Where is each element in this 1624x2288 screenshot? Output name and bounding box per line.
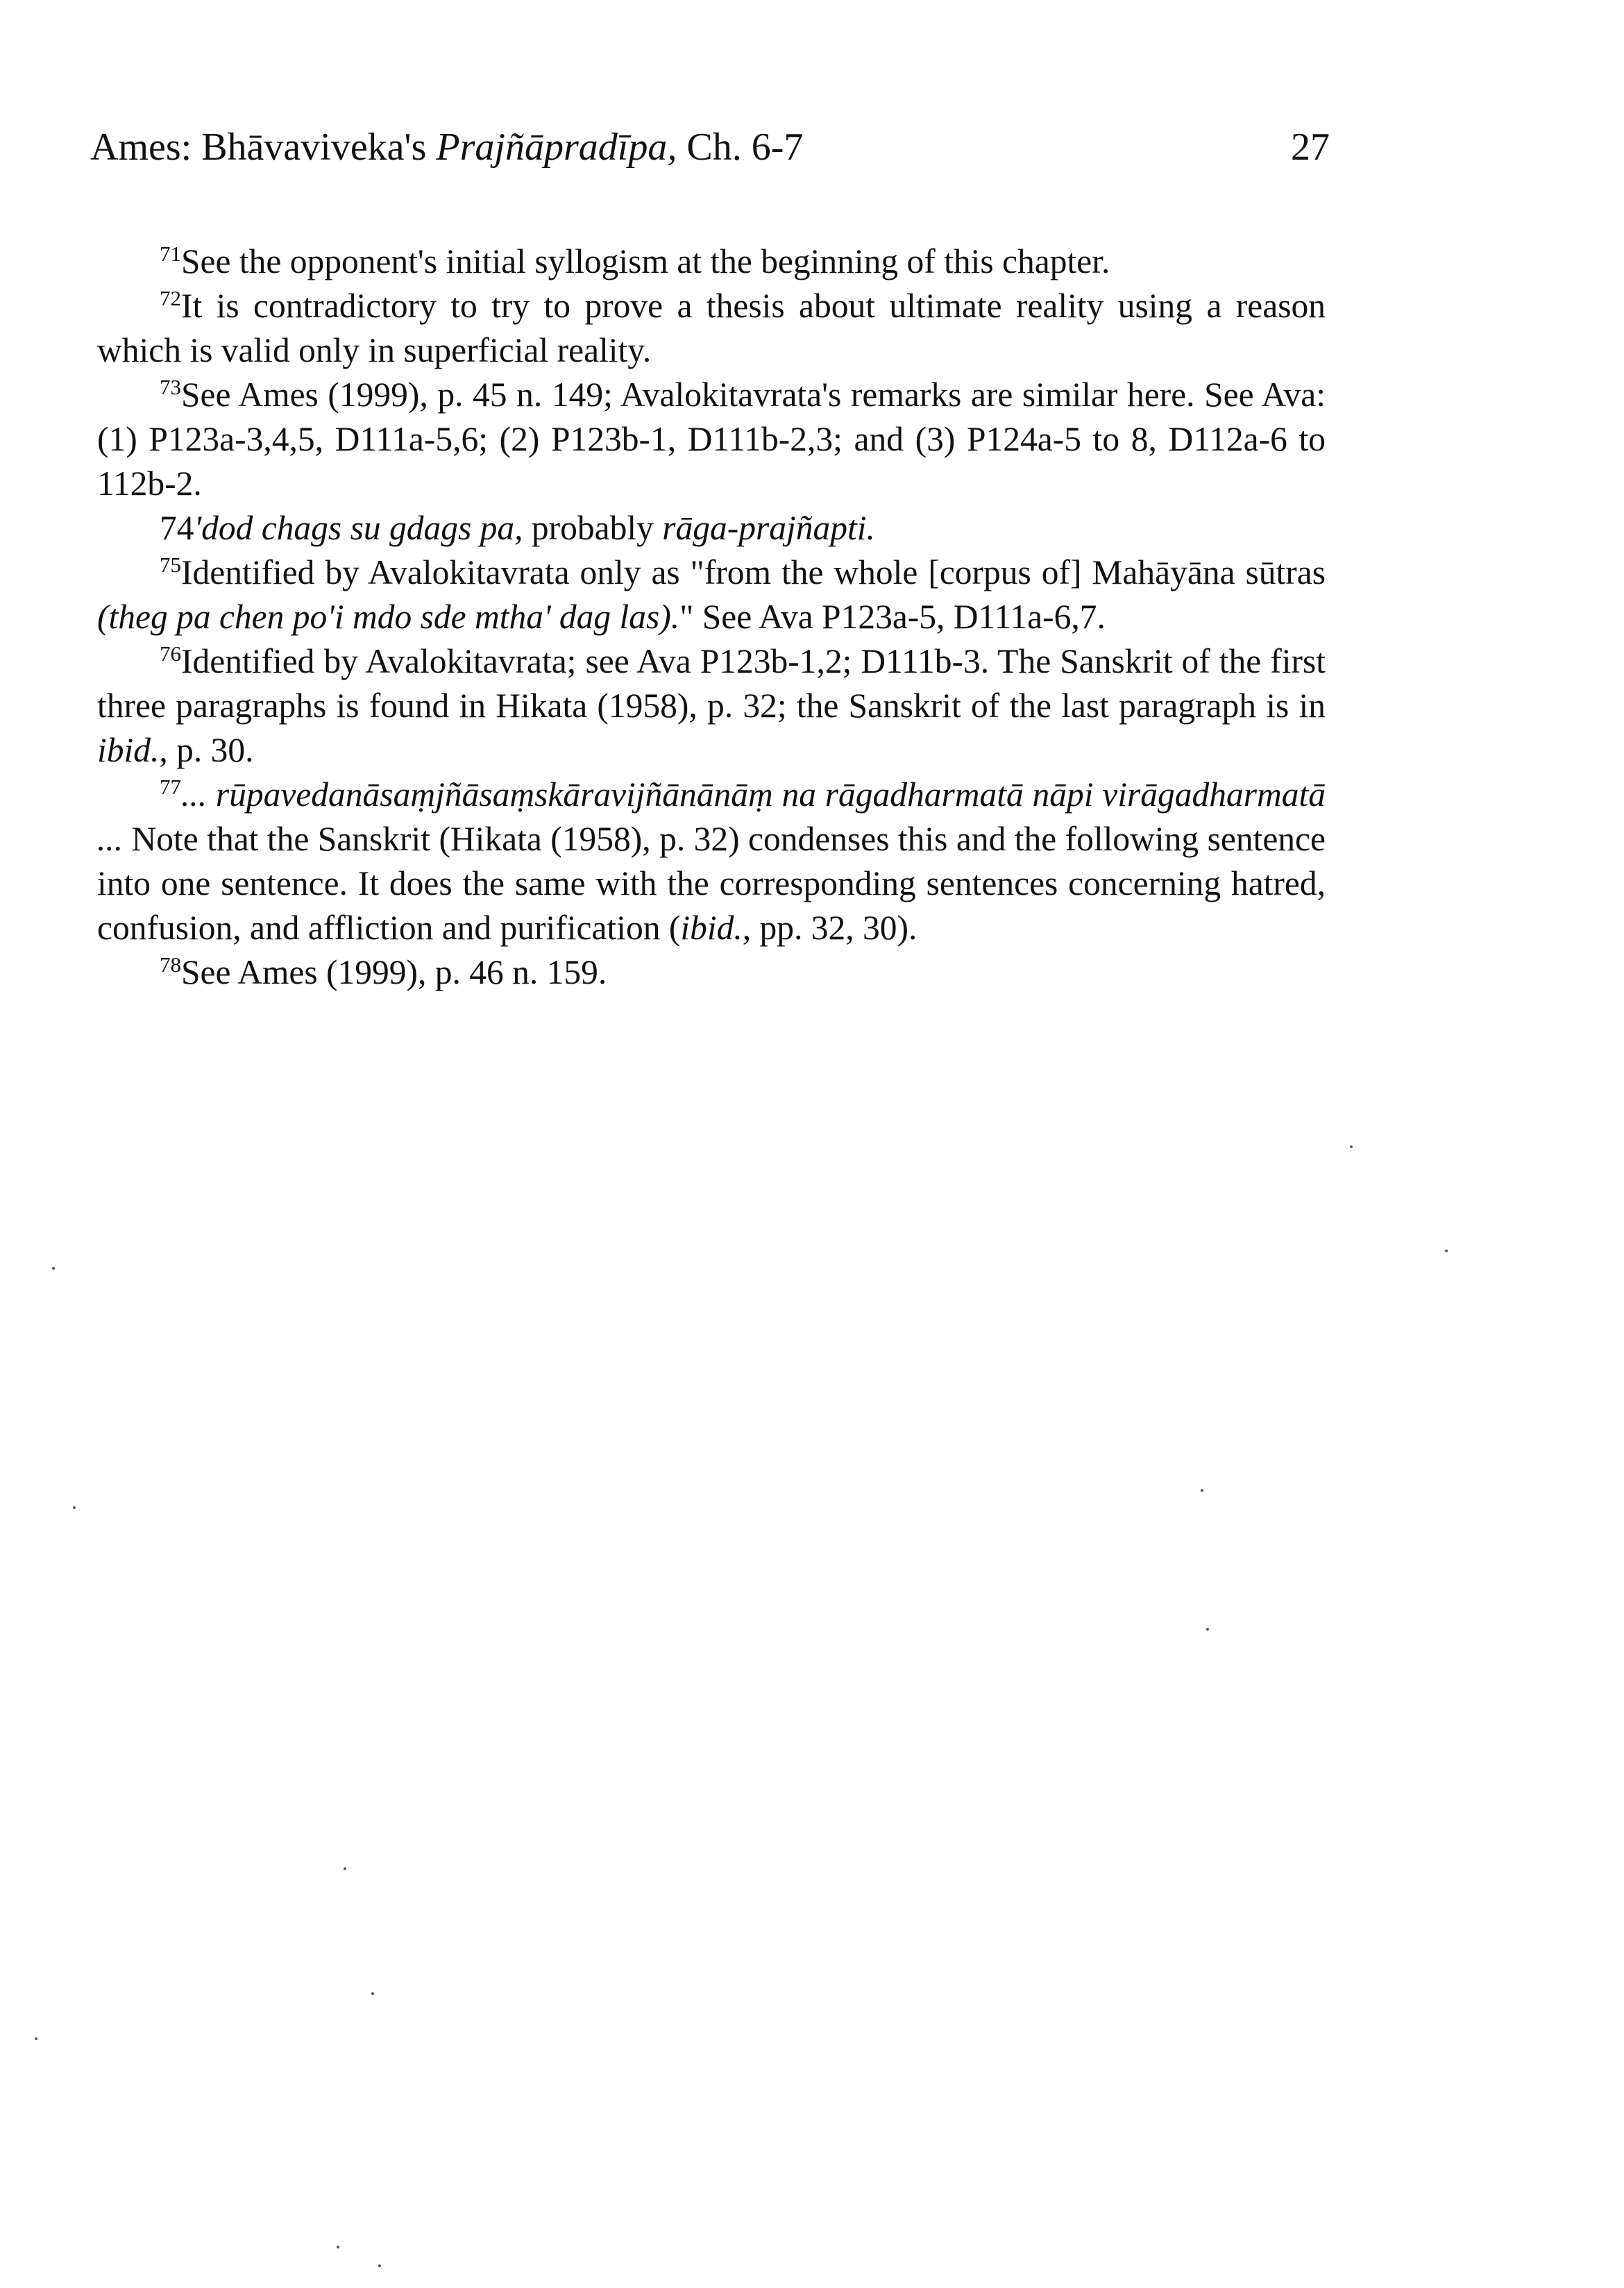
footnotes xyxy=(97,239,1326,995)
running-title-suffix: Ch. 6-7 xyxy=(677,126,804,169)
scan-speck xyxy=(378,2264,381,2267)
footnote-number: 77 xyxy=(160,775,181,799)
footnote-75 xyxy=(97,550,1326,639)
footnote-text-continued: , p. 30. xyxy=(159,731,254,769)
scan-speck xyxy=(1445,1250,1448,1252)
footnote-number: 71 xyxy=(160,242,181,266)
footnote-text: Identified by Avalokitavrata only as "from the whole [corpus of] Mahāyāna sūtras xyxy=(181,553,1326,591)
footnote-74 xyxy=(97,506,1326,550)
footnote-71 xyxy=(97,239,1326,284)
footnote-72 xyxy=(97,284,1326,373)
footnote-number: 73 xyxy=(160,375,181,399)
page-header xyxy=(90,125,1339,180)
footnote-text: See Ames (1999), p. 45 n. 149; Avalokitavrata's remarks are similar here. See Ava: (1) P123a-3,4,5, D111a-5,6; (2) P123b-1, D111b-2,3; and (3) P124a-5 to 8, D112a-6 to 112b-2. xyxy=(97,376,1326,503)
footnote-73 xyxy=(97,373,1326,506)
footnote-78 xyxy=(97,950,1326,995)
scan-speck xyxy=(52,1267,55,1270)
scan-speck xyxy=(1201,1489,1203,1492)
scan-speck xyxy=(1350,1145,1353,1148)
scan-speck xyxy=(73,1506,76,1509)
footnote-number: 74 xyxy=(160,509,194,547)
footnote-77 xyxy=(97,773,1326,950)
footnote-number: 78 xyxy=(160,952,181,977)
footnote-text: It is contradictory to try to prove a thesis about ultimate reality using a reason which is valid only in superficial reality. xyxy=(97,287,1326,369)
running-title xyxy=(90,125,803,169)
scan-speck xyxy=(35,2037,37,2040)
footnote-tibetan-citation: (theg pa chen po'i mdo sde mtha' dag las). xyxy=(97,598,680,636)
scan-speck xyxy=(371,1992,374,1995)
footnote-text: probably xyxy=(523,509,663,547)
footnote-number: 76 xyxy=(160,641,181,666)
footnote-text-continued: , pp. 32, 30). xyxy=(742,909,917,947)
scan-speck xyxy=(344,1867,346,1870)
footnote-ibid: ibid. xyxy=(97,731,160,769)
running-title-prefix: Ames: Bhāvaviveka's xyxy=(90,126,437,169)
page-number: 27 xyxy=(1291,126,1330,169)
footnote-text: Identified by Avalokitavrata; see Ava P123b-1,2; D111b-3. The Sanskrit of the first three paragraphs is found in Hikata (1958), p. 32; the Sanskrit of the last paragraph is in xyxy=(97,642,1326,725)
footnote-sanskrit-quote: ... rūpavedanāsaṃjñāsaṃskāravijñānānāṃ na rāgadharmatā nāpi virāgadharmatā ... xyxy=(97,775,1326,858)
scan-speck xyxy=(1206,1628,1209,1631)
footnote-sanskrit-term: rāga-prajñapti. xyxy=(662,509,875,547)
footnote-ibid: ibid. xyxy=(680,909,743,947)
footnote-number: 72 xyxy=(160,286,181,310)
footnote-tibetan-term: 'dod chags su gdags pa, xyxy=(194,509,523,547)
footnote-number: 75 xyxy=(160,553,181,577)
footnote-text-continued: " See Ava P123a-5, D111a-6,7. xyxy=(679,598,1106,636)
footnote-text: Note that the Sanskrit (Hikata (1958), p. 32) condenses this and the following sentence into one sentence. It does the same with the corresponding sentences concerning hatred, confusion, and affliction and purification ( xyxy=(97,820,1326,947)
footnote-76 xyxy=(97,639,1326,773)
footnote-text: See the opponent's initial syllogism at the beginning of this chapter. xyxy=(181,242,1110,280)
running-title-work: Prajñāpradīpa, xyxy=(436,126,677,169)
footnote-text: See Ames (1999), p. 46 n. 159. xyxy=(181,953,607,991)
scan-speck xyxy=(337,2246,339,2248)
